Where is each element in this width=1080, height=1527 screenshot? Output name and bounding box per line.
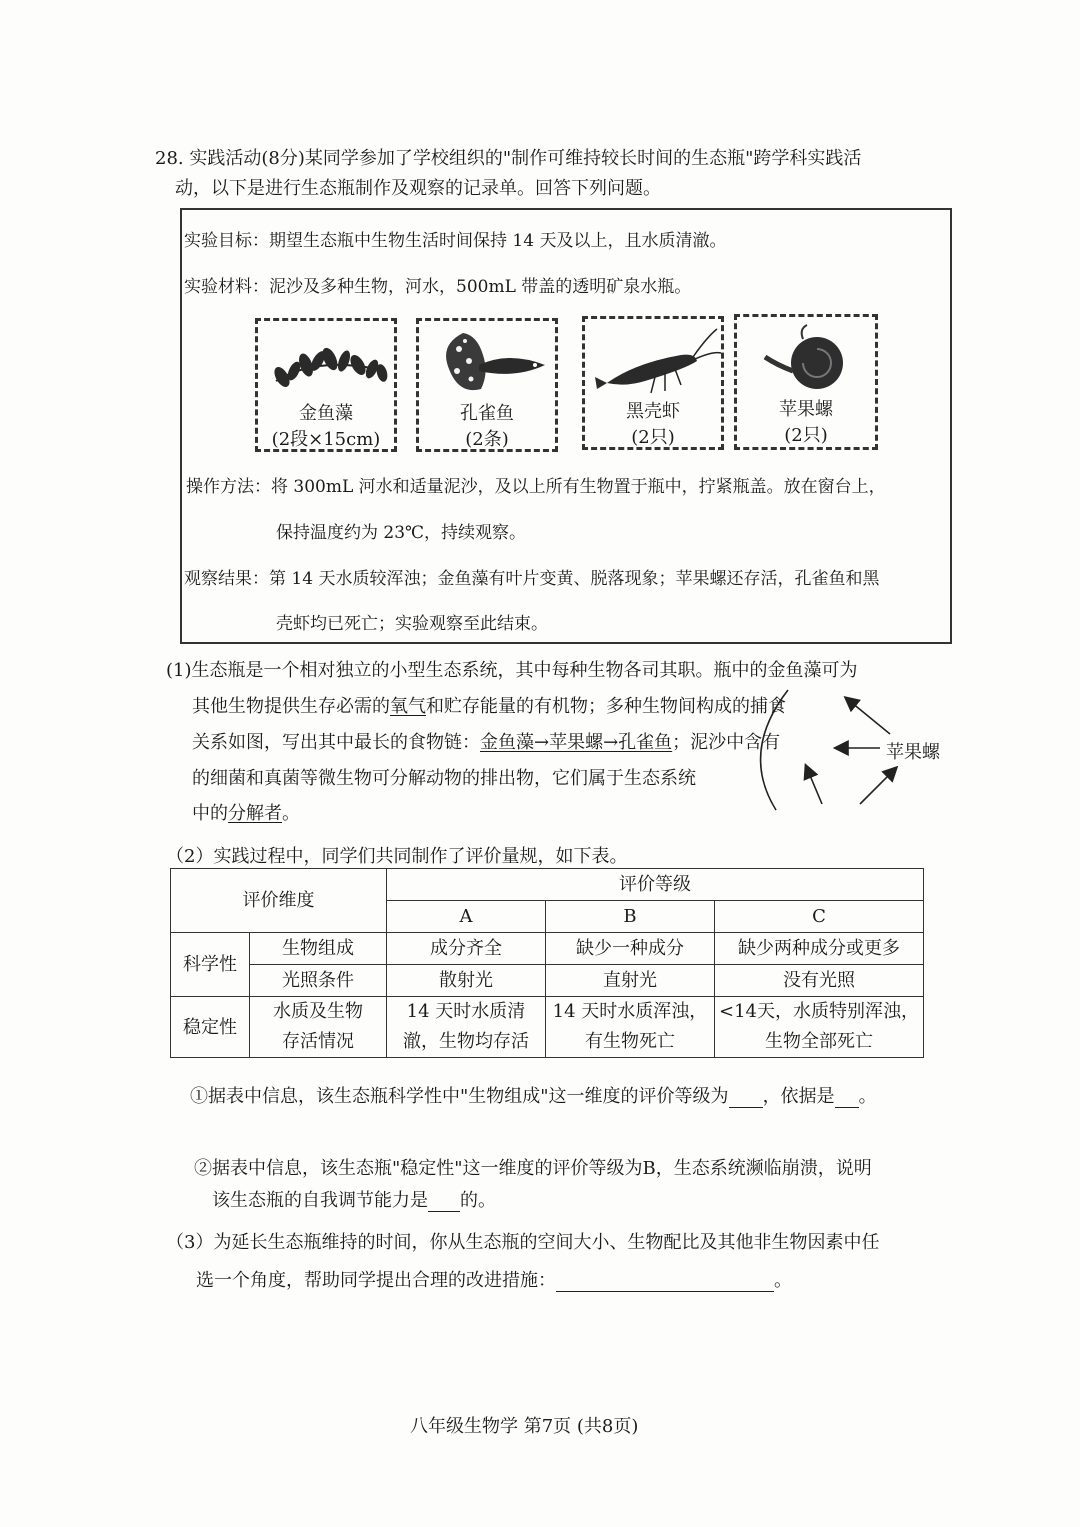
organism-card-hornwort [255,318,397,452]
page-footer: 八年级生物学 第7页 (共8页) [410,1416,639,1437]
table-level-c: C [715,901,924,933]
answer-food-chain: 金鱼藻→苹果螺→孔雀鱼 [480,732,673,753]
part1-line-5: 中的分解者。 [192,803,300,824]
answer-decomposer: 分解者 [228,803,282,824]
evaluation-rubric-table [170,868,924,1058]
question-line-1: 28. 实践活动(8分)某同学参加了学校组织的"制作可维持较长时间的生态瓶"跨学科实践活 [155,148,862,169]
organism-quantity: (2条) [465,429,509,450]
table-cell: 成分齐全 [387,933,546,965]
organism-card-guppy [416,318,558,452]
part1-line-2: 其他生物提供生存必需的氧气和贮存能量的有机物；多种生物间构成的捕食 [192,696,786,717]
answer-blank-grade[interactable] [729,1089,763,1108]
part2-question-2-line-2: 该生态瓶的自我调节能力是 的。 [212,1190,496,1211]
table-sub-composition: 生物组成 [250,933,387,965]
answer-blank-reason[interactable] [835,1089,859,1108]
guppy-icon [419,325,559,401]
table-cell: 14 天时水质浑浊， 有生物死亡 [546,997,715,1058]
record-goal: 实验目标：期望生态瓶中生物生活时间保持 14 天及以上，且水质清澈。 [184,231,727,251]
organism-name: 金鱼藻 [299,403,353,424]
record-result-line-1: 观察结果：第 14 天水质较浑浊；金鱼藻有叶片变黄、脱落现象；苹果螺还存活，孔雀鱼和黑 [184,569,880,589]
answer-oxygen: 氧气 [390,696,426,717]
part2-question-1: ①据表中信息，该生态瓶科学性中"生物组成"这一维度的评价等级为 ，依据是 。 [190,1086,877,1107]
table-sub-light: 光照条件 [250,965,387,997]
shrimp-icon [585,323,725,399]
part2-question-2-line-1: ②据表中信息，该生态瓶"稳定性"这一维度的评价等级为B，生态系统濒临崩溃，说明 [194,1158,872,1179]
hornwort-icon [258,325,398,401]
table-cell: 缺少一种成分 [546,933,715,965]
food-web-label-snail: 苹果螺 [886,742,940,763]
organism-name: 苹果螺 [779,399,833,420]
organism-card-snail [734,314,878,450]
part1-line-1: (1)生态瓶是一个相对独立的小型生态系统，其中每种生物各司其职。瓶中的金鱼藻可为 [166,660,858,681]
answer-blank-regulation[interactable] [428,1193,460,1212]
table-header-dimension: 评价维度 [171,869,387,933]
organism-quantity: (2只) [631,427,675,448]
table-level-b: B [546,901,715,933]
table-cell: 直射光 [546,965,715,997]
part3-line-1: （3）为延长生态瓶维持的时间，你从生态瓶的空间大小、生物配比及其他非生物因素中任 [166,1232,880,1253]
table-header-level: 评价等级 [387,869,924,901]
table-cell: 14 天时水质清 澈，生物均存活 [387,997,546,1058]
answer-blank-improvement[interactable] [556,1273,774,1292]
snail-icon [737,321,877,397]
part3-line-2: 选一个角度，帮助同学提出合理的改进措施： 。 [196,1270,792,1291]
table-cell: 散射光 [387,965,546,997]
part1-line-3: 关系如图，写出其中最长的食物链：金鱼藻→苹果螺→孔雀鱼；泥沙中含有 [192,732,781,753]
organism-card-shrimp [582,316,724,450]
record-method-line-2: 保持温度约为 23℃，持续观察。 [276,523,527,543]
table-group-stability: 稳定性 [171,997,250,1058]
question-line-2: 动，以下是进行生态瓶制作及观察的记录单。回答下列问题。 [175,178,661,199]
part1-line-4: 的细菌和真菌等微生物可分解动物的排出物，它们属于生态系统 [192,768,696,789]
record-result-line-2: 壳虾均已死亡；实验观察至此结束。 [276,614,548,634]
table-cell: 缺少两种成分或更多 [715,933,924,965]
table-group-science: 科学性 [171,933,250,997]
organism-quantity: (2段×15cm) [271,429,381,450]
organism-quantity: (2只) [784,425,828,446]
table-level-a: A [387,901,546,933]
table-cell: <14天，水质特别浑浊， 生物全部死亡 [715,997,924,1058]
organism-name: 孔雀鱼 [460,403,514,424]
organism-name: 黑壳虾 [626,401,680,422]
table-cell: 没有光照 [715,965,924,997]
table-sub-water-survival: 水质及生物 存活情况 [250,997,387,1058]
record-materials: 实验材料：泥沙及多种生物，河水，500mL 带盖的透明矿泉水瓶。 [184,277,692,297]
record-method-line-1: 操作方法：将 300mL 河水和适量泥沙，及以上所有生物置于瓶中，拧紧瓶盖。放在窗台上， [186,477,886,497]
part2-intro: （2）实践过程中，同学们共同制作了评价量规，如下表。 [166,846,628,867]
